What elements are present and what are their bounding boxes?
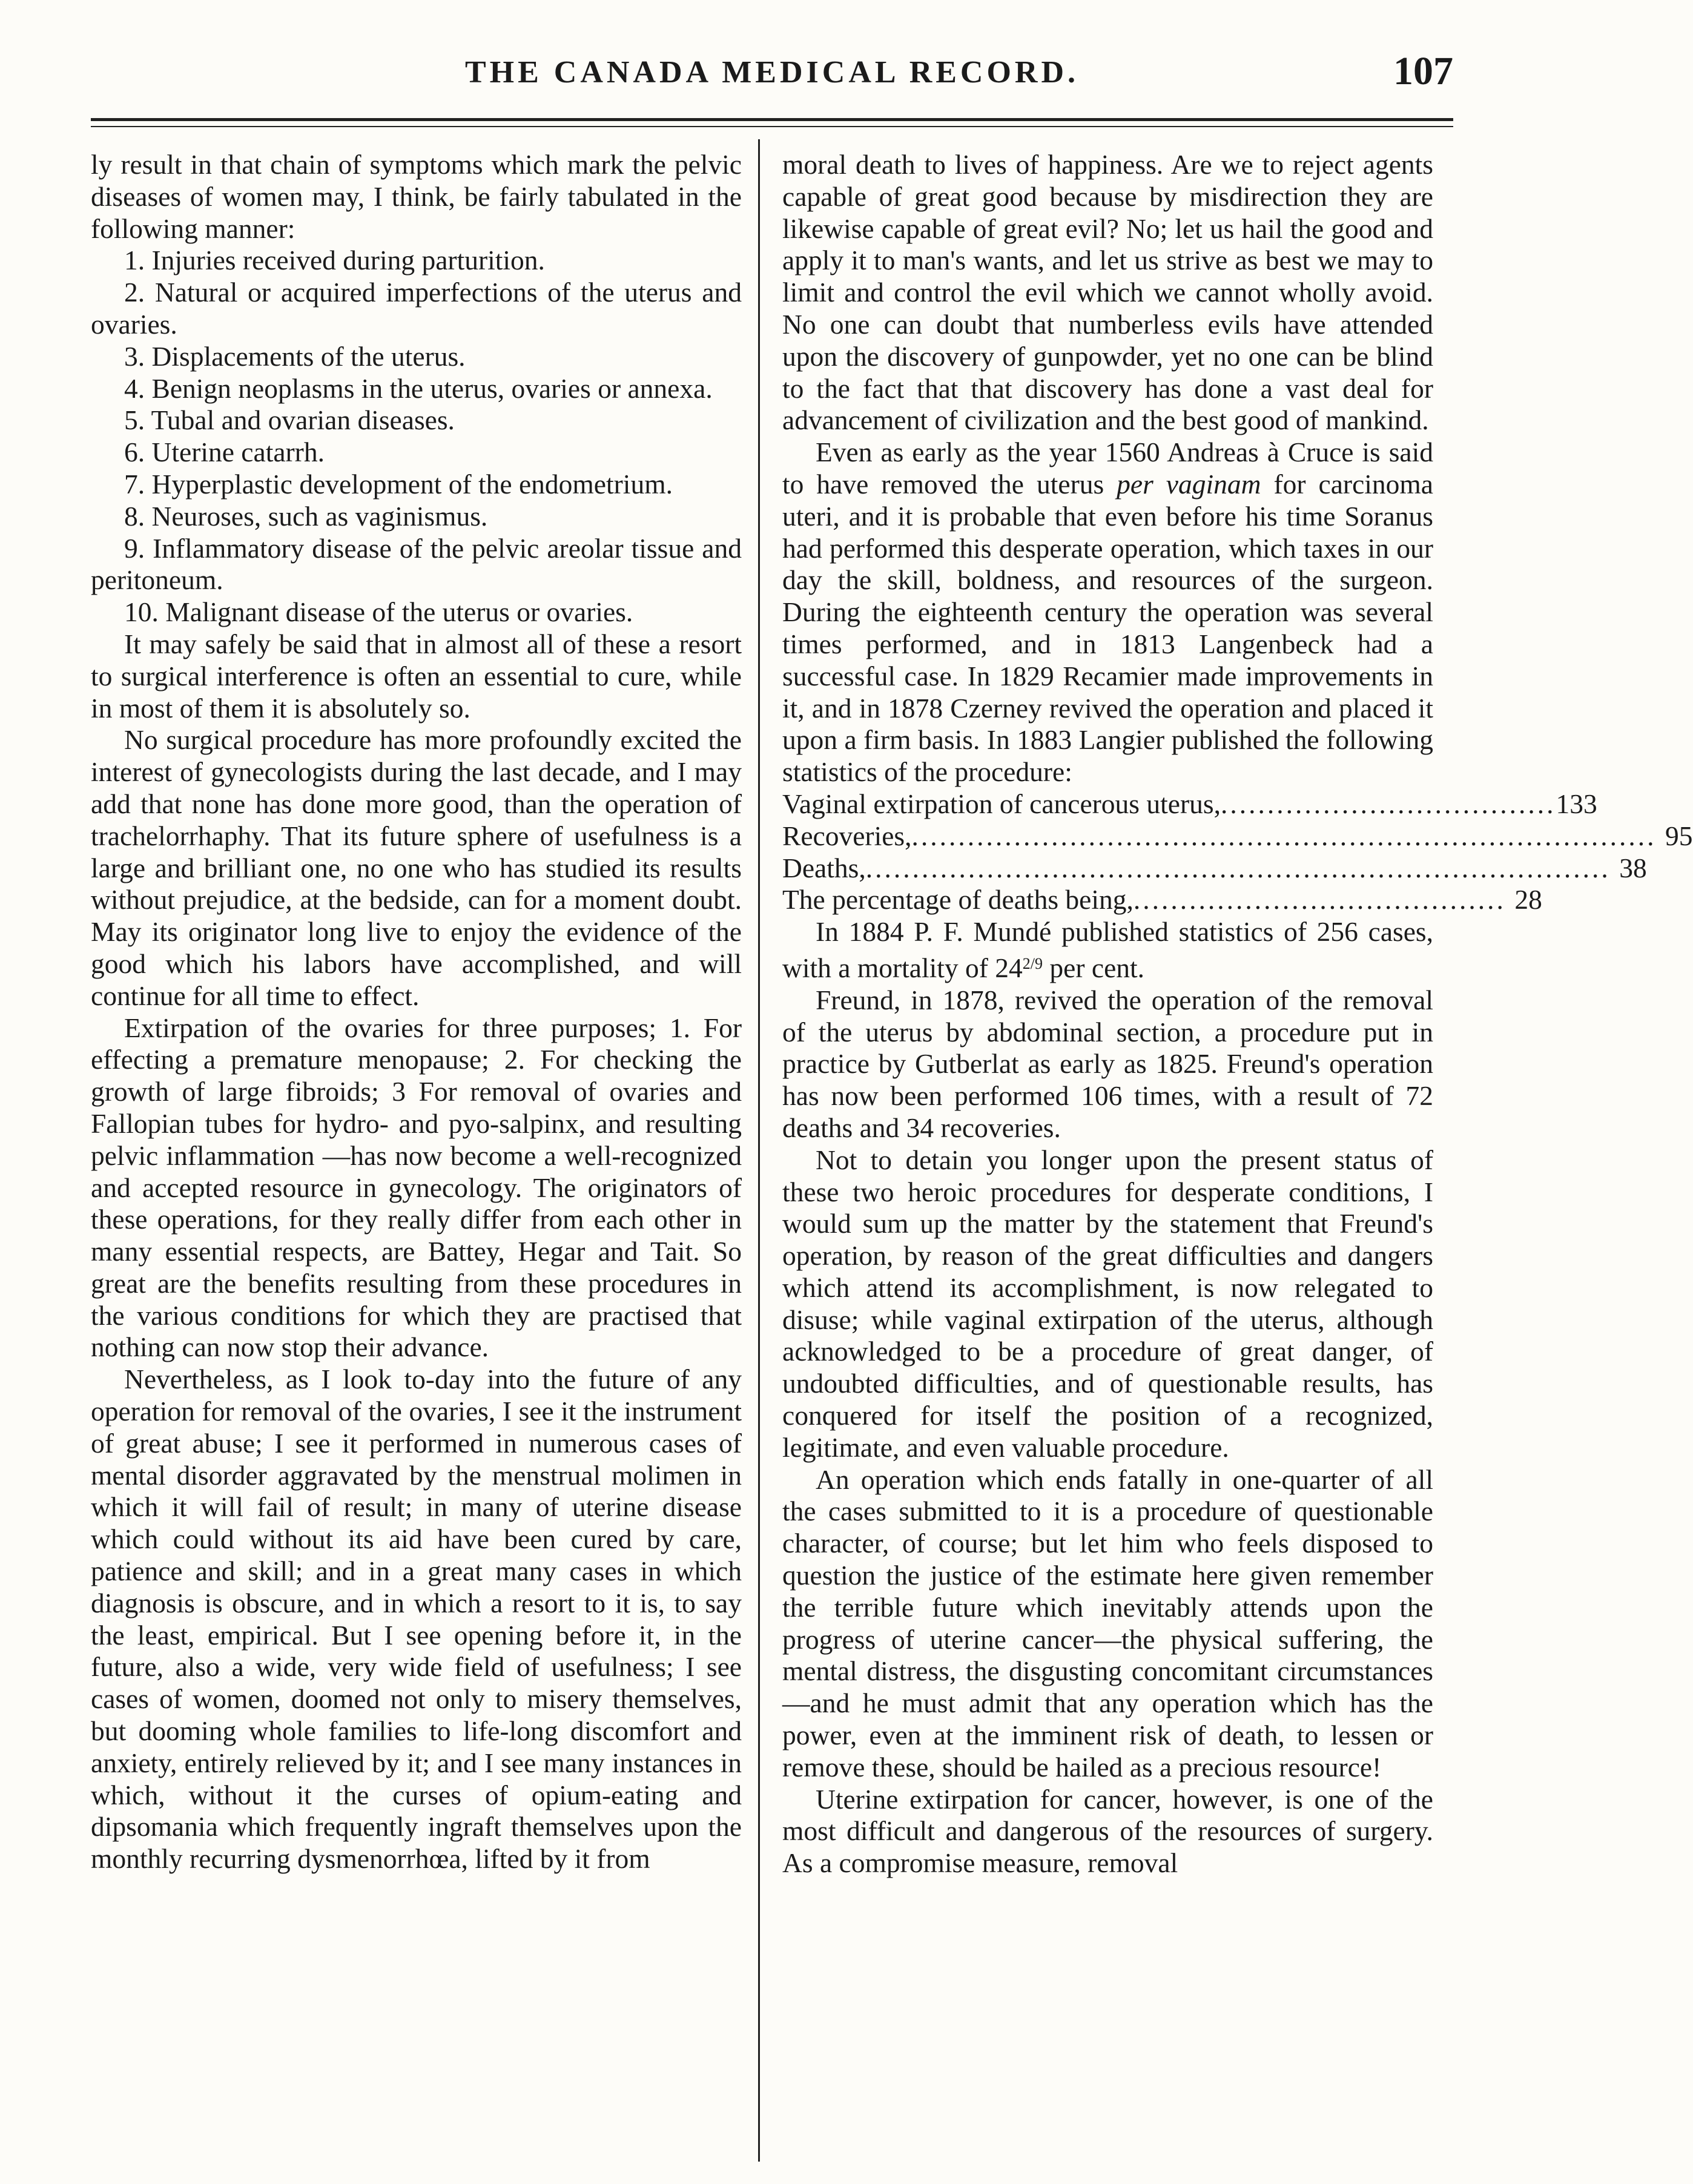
body-paragraph: No surgical procedure has more profoundly excited the interest of gynecologists during the last decade, and I may add that none has done more good, than the operation of trachelorrhaphy. That its future sphere of usefulness is a large and brilliant one, no one who has studied its results without prejudice, at the bedside, can for a moment doubt. May its originator long live to enjoy the evidence of the good which his labors have accomplished, and will continue for all time to effect. bbox=[91, 724, 742, 1011]
leader-dots: ........................................ bbox=[1133, 884, 1506, 915]
body-paragraph bbox=[782, 437, 1433, 788]
body-paragraph: moral death to lives of happiness. Are we to reject agents capable of great good because by misdirection they are likewise capable of great evil? No; let us hail the good and apply it to man's wants, and let us strive as best we may to limit and control the evil which we cannot wholly avoid. No one can doubt that numberless evils have attended upon the discovery of gunpowder, yet no one can be blind to the fact that that discovery has done a vast deal for advancement of civilization and the best good of mankind. bbox=[782, 149, 1433, 436]
stat-row bbox=[782, 788, 1597, 820]
stat-row bbox=[782, 884, 1542, 916]
leader-dots: ................................................................................ bbox=[911, 820, 1657, 851]
stat-value: 28 bbox=[1514, 884, 1542, 915]
statistics-table bbox=[782, 788, 1693, 916]
body-paragraph: An operation which ends fatally in one-quarter of all the cases submitted to it is a procedure of questionable character, of course; but let him who feels disposed to question the justice of the estimate here given remember the terrible future which inevitably attends upon the progress of uterine cancer—the physical suffering, the mental distress, the disgusting concomitant circumstances—and he must admit that any operation which has the power, even at the imminent risk of death, to lessen or remove these, should be hailed as a precious resource! bbox=[782, 1463, 1433, 1783]
stat-label: The percentage of deaths being, bbox=[782, 884, 1134, 915]
body-paragraph: Freund, in 1878, revived the operation of the removal of the uterus by abdominal section, a procedure put in practice by Gutberlat as early as 1825. Freund's operation has now been performed 106 times, with a result of 72 deaths and 34 recoveries. bbox=[782, 984, 1433, 1143]
list-item: 5. Tubal and ovarian diseases. bbox=[124, 404, 455, 436]
stat-value: 95 bbox=[1665, 820, 1693, 851]
list-item: 7. Hyperplastic development of the endometrium. bbox=[124, 468, 673, 500]
stat-row bbox=[782, 820, 1693, 853]
list-item: 2. Natural or acquired imperfections of the uterus and ovaries. bbox=[91, 277, 742, 340]
header-rule-thick bbox=[91, 118, 1453, 121]
running-header bbox=[91, 42, 1453, 115]
leader-dots: ................................................................................ bbox=[865, 852, 1611, 883]
stat-value: 38 bbox=[1619, 852, 1647, 883]
body-paragraph: Uterine extirpation for cancer, however, is one of the most difficult and dangerous of the resources of surgery. As a compromise measure, removal bbox=[782, 1783, 1433, 1879]
list-item: 3. Displacements of the uterus. bbox=[124, 340, 466, 372]
left-column bbox=[91, 149, 742, 1875]
mortality-fraction: 2/9 bbox=[1022, 954, 1043, 972]
page-number: 107 bbox=[1393, 49, 1453, 93]
stat-row bbox=[782, 852, 1647, 885]
list-item: 1. Injuries received during parturition. bbox=[124, 245, 545, 276]
list-item: 6. Uterine catarrh. bbox=[124, 437, 325, 468]
body-paragraph: It may safely be said that in almost all of these a resort to surgical interference is often an essential to cure, while in most of them it is absolutely so. bbox=[91, 628, 742, 724]
stat-label: Deaths, bbox=[782, 852, 866, 883]
text-run: per cent. bbox=[1043, 952, 1145, 983]
list-item: 8. Neuroses, such as vaginismus. bbox=[124, 500, 488, 532]
body-paragraph: Not to detain you longer upon the present status of these two heroic procedures for desperate conditions, I would sum up the matter by the statement that Freund's operation, by reason of the great difficulties and dangers which attend its accomplishment, is now relegated to disuse; while vaginal extirpation of the uterus, although acknowledged to be a procedure of great danger, of undoubted difficulties, and of questionable results, has conquered for itself the position of a recognized, legitimate, and even valuable procedure. bbox=[782, 1144, 1433, 1463]
body-paragraph: Extirpation of the ovaries for three purposes; 1. For effecting a premature menopause; 2. For checking the growth of large fibroids; 3 For removal of ovaries and Fallopian tubes for hydro- and pyo-salpinx, and resulting pelvic inflammation —has now become a well-recognized and accepted resource in gynecology. The originators of these operations, for they really differ from each other in many essential respects, are Battey, Hegar and Tait. So great are the benefits resulting from these procedures in the various conditions for which they are practised that nothing can now stop their advance. bbox=[91, 1012, 742, 1363]
text-run: Even as early as the year 1560 Andreas à Cruce is said to have removed the uterus bbox=[782, 437, 1433, 500]
text-run: for carcinoma uteri, and it is probable that even before his time Soranus had performed this desperate operation, which taxes in our day the skill, boldness, and resources of the surgeon. During the eighteenth century the operation was several times performed, and in 1813 Langenbeck had a successful case. In 1829 Recamier made improvements in it, and in 1878 Czerney revived the operation and placed it upon a firm basis. In 1883 Langier published the following statistics of the procedure: bbox=[782, 468, 1433, 788]
list-item: 10. Malignant disease of the uterus or ovaries. bbox=[124, 596, 633, 628]
leader-dots: .................................... bbox=[1220, 788, 1556, 819]
journal-title: THE CANADA MEDICAL RECORD. bbox=[464, 55, 1080, 90]
text-run: In 1884 P. F. Mundé published statistics of 256 cases, with a mortality of 24 bbox=[782, 916, 1433, 983]
latin-phrase: per vaginam bbox=[1117, 468, 1261, 500]
body-paragraph bbox=[782, 916, 1433, 985]
list-item: 9. Inflammatory disease of the pelvic areolar tissue and peritoneum. bbox=[91, 532, 742, 596]
stat-label: Vaginal extirpation of cancerous uterus, bbox=[782, 788, 1221, 819]
right-column bbox=[782, 149, 1693, 1879]
stat-value: 133 bbox=[1556, 788, 1597, 819]
body-paragraph: Nevertheless, as I look to-day into the future of any operation for removal of the ovaries, I see it the instrument of great abuse; I see it performed in numerous cases of mental disorder aggravated by the menstrual molimen in which it will fail of result; in many of uterine disease which could without its aid have been cured by care, patience and skill; and in a great many cases in which diagnosis is obscure, and in which a resort to it is, to say the least, empirical. But I see opening before it, in the future, also a wide, very wide field of usefulness; I see cases of women, doomed not only to misery themselves, but dooming whole families to life-long discomfort and anxiety, entirely relieved by it; and I see many instances in which, without it the curses of opium-eating and dipsomania which frequently ingraft themselves upon the monthly recurring dysmenorrhœa, lifted by it from bbox=[91, 1364, 742, 1875]
stat-label: Recoveries, bbox=[782, 820, 912, 851]
intro-paragraph: ly result in that chain of symptoms which mark the pelvic diseases of women may, I think, be fairly tabulated in the following manner: bbox=[91, 149, 742, 244]
header-rule-thin bbox=[91, 126, 1453, 127]
column-divider bbox=[758, 139, 760, 2162]
list-item: 4. Benign neoplasms in the uterus, ovaries or annexa. bbox=[124, 372, 713, 404]
